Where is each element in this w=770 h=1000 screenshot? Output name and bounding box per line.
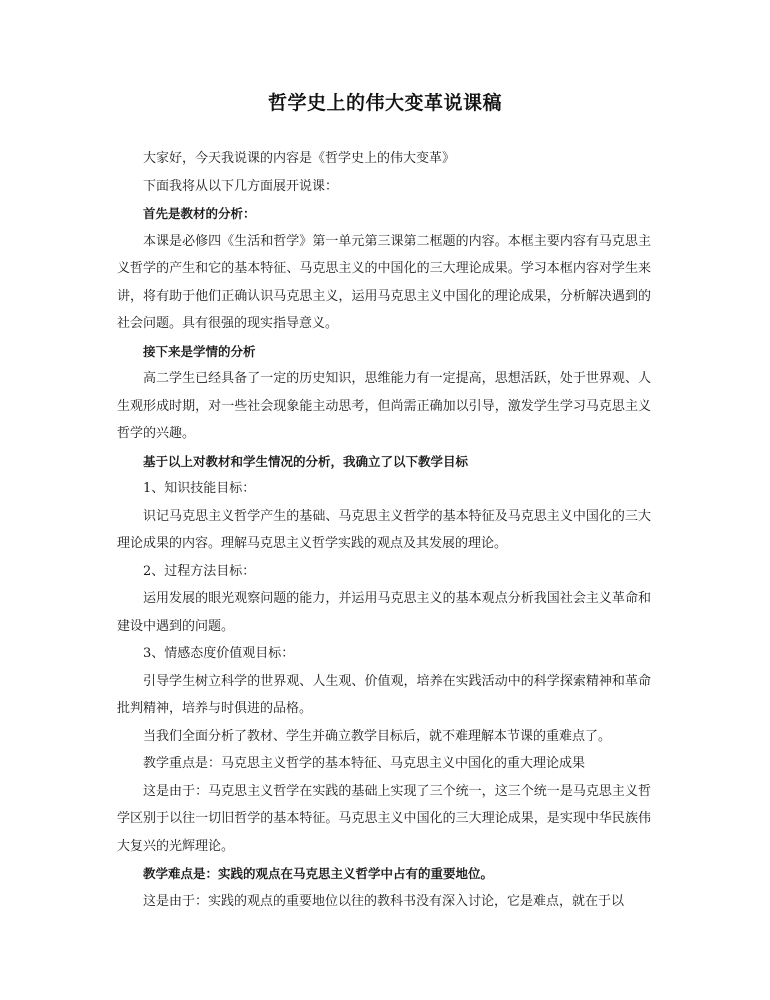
section-heading: 教学难点是：实践的观点在马克思主义哲学中占有的重要地位。	[143, 866, 494, 881]
document-title: 哲学史上的伟大变革说课稿	[267, 92, 502, 114]
body-paragraph: 下面我将从以下几方面展开说课：	[143, 178, 339, 194]
body-paragraph: 这是由于：马克思主义哲学在实践的基础上实现了三个统一，这三个统一是马克思主义哲学区别于以往一切旧哲学的基本特征。马克思主义中国化的三大理论成果，是实现中华民族伟大复兴的光辉理论。	[117, 783, 651, 854]
body-paragraph: 教学重点是：马克思主义哲学的基本特征、马克思主义中国化的重大理论成果	[143, 756, 586, 771]
body-paragraph: 2、过程方法目标：	[143, 563, 256, 579]
body-paragraph: 本课是必修四《生活和哲学》第一单元第三课第二框题的内容。本框主要内容有马克思主义哲学的产生和它的基本特征、马克思主义的中国化的三大理论成果。学习本框内容对学生来讲，将有助于他们正确认识马克思主义，运用马克思主义中国化的理论成果，分析解决遇到的社会问题。具有很强的现实指导意义。	[117, 233, 651, 331]
section-heading: 基于以上对教材和学生情况的分析，我确立了以下教学目标	[143, 453, 469, 469]
section-heading: 接下来是学情的分析	[143, 343, 256, 359]
body-paragraph: 大家好，今天我说课的内容是《哲学史上的伟大变革》	[143, 151, 456, 166]
body-paragraph: 运用发展的眼光观察问题的能力，并运用马克思主义的基本观点分析我国社会主义革命和建设中遇到的问题。	[117, 591, 651, 634]
body-paragraph: 识记马克思主义哲学产生的基础、马克思主义哲学的基本特征及马克思主义中国化的三大理论成果的内容。理解马克思主义哲学实践的观点及其发展的理论。	[117, 508, 651, 551]
body-paragraph: 引导学生树立科学的世界观、人生观、价值观，培养在实践活动中的科学探索精神和革命批判精神，培养与时俱进的品格。	[117, 673, 651, 716]
body-paragraph: 这是由于：实践的观点的重要地位以往的教科书没有深入讨论，它是难点，就在于以	[143, 893, 625, 909]
body-paragraph: 当我们全面分析了教材、学生并确立教学目标后，就不难理解本节课的重难点了。	[143, 728, 612, 744]
document-body	[117, 145, 651, 915]
body-paragraph: 高二学生已经具备了一定的历史知识，思维能力有一定提高，思想活跃，处于世界观、人生观形成时期，对一些社会现象能主动思考，但尚需正确加以引导，激发学生学习马克思主义哲学的兴趣。	[117, 371, 651, 441]
body-paragraph: 1、知识技能目标：	[143, 481, 256, 496]
section-heading: 首先是教材的分析：	[143, 206, 256, 221]
body-paragraph: 3、情感态度价值观目标：	[143, 646, 295, 661]
